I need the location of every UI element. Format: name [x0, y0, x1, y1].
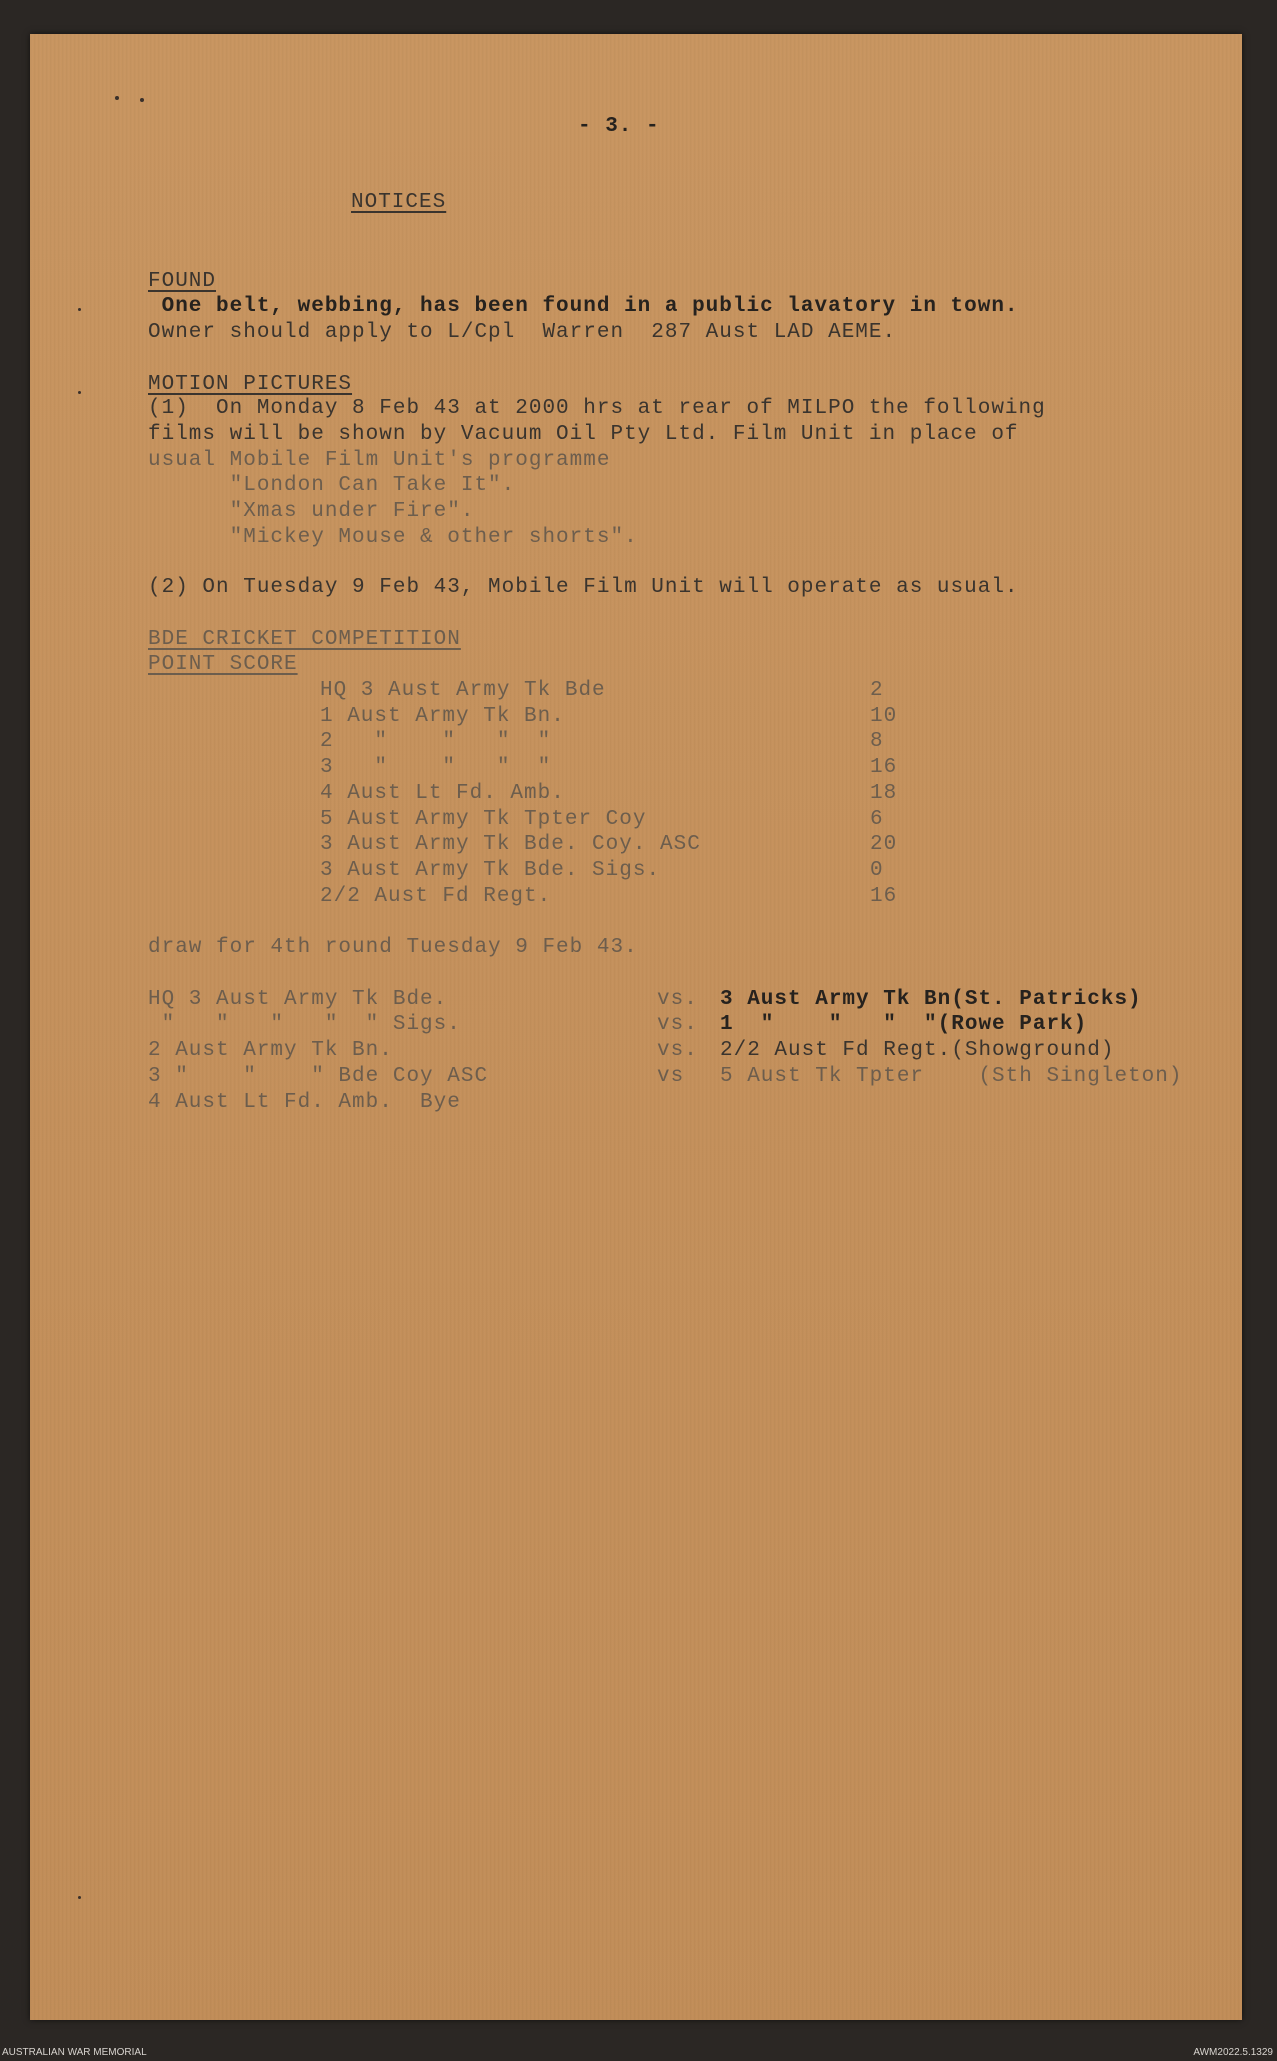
- page-number: - 3. -: [578, 115, 660, 138]
- draw-home: HQ 3 Aust Army Tk Bde.: [148, 988, 448, 1011]
- draw-away: 2/2 Aust Fd Regt.(Showground): [720, 1039, 1115, 1062]
- draw-home: 3 " " " Bde Coy ASC: [148, 1065, 489, 1088]
- found-line-1: One belt, webbing, has been found in a public lavatory in town.: [148, 295, 1019, 318]
- team-points: 16: [870, 885, 898, 908]
- draw-title: draw for 4th round Tuesday 9 Feb 43.: [148, 936, 638, 959]
- team-points: 6: [870, 808, 884, 831]
- team-name: 3 Aust Army Tk Bde. Coy. ASC: [320, 833, 701, 856]
- team-points: 10: [870, 705, 898, 728]
- team-name: 2 " " " ": [320, 730, 552, 753]
- cricket-title: BDE CRICKET COMPETITION: [148, 628, 461, 651]
- paper-mark: [140, 98, 144, 102]
- motion-line: films will be shown by Vacuum Oil Pty Ltd. Film Unit in place of: [148, 423, 1019, 446]
- team-name: HQ 3 Aust Army Tk Bde: [320, 679, 606, 702]
- draw-vs: vs.: [657, 988, 698, 1011]
- team-points: 16: [870, 756, 898, 779]
- draw-away: 1 " " " "(Rowe Park): [720, 1013, 1088, 1036]
- team-name: 3 " " " ": [320, 756, 552, 779]
- team-name: 3 Aust Army Tk Bde. Sigs.: [320, 859, 661, 882]
- team-name: 2/2 Aust Fd Regt.: [320, 885, 552, 908]
- found-line-2: Owner should apply to L/Cpl Warren 287 Aust LAD AEME.: [148, 321, 897, 344]
- point-score-title: POINT SCORE: [148, 653, 298, 676]
- motion-line-2: (2) On Tuesday 9 Feb 43, Mobile Film Unit will operate as usual.: [148, 576, 1019, 599]
- motion-line: "Xmas under Fire".: [148, 500, 475, 523]
- team-name: 4 Aust Lt Fd. Amb.: [320, 782, 565, 805]
- notices-heading: NOTICES: [351, 191, 447, 214]
- draw-away: 3 Aust Army Tk Bn(St. Patricks): [720, 988, 1142, 1011]
- footer-left: AUSTRALIAN WAR MEMORIAL: [2, 2047, 147, 2058]
- draw-home: " " " " " Sigs.: [148, 1013, 461, 1036]
- team-name: 5 Aust Army Tk Tpter Coy: [320, 808, 647, 831]
- paper-mark: [78, 308, 81, 311]
- paper-mark: [78, 1896, 81, 1899]
- footer-right: AWM2022.5.1329: [1193, 2047, 1273, 2058]
- found-title: FOUND: [148, 270, 217, 293]
- team-points: 20: [870, 833, 898, 856]
- draw-vs: vs: [657, 1065, 685, 1088]
- paper-mark: [78, 391, 81, 394]
- team-points: 0: [870, 859, 884, 882]
- motion-pictures-title: MOTION PICTURES: [148, 373, 353, 396]
- team-points: 2: [870, 679, 884, 702]
- team-name: 1 Aust Army Tk Bn.: [320, 705, 565, 728]
- motion-line: (1) On Monday 8 Feb 43 at 2000 hrs at rear of MILPO the following: [148, 397, 1046, 420]
- motion-line: "London Can Take It".: [148, 474, 516, 497]
- draw-vs: vs.: [657, 1039, 698, 1062]
- motion-line: usual Mobile Film Unit's programme: [148, 449, 611, 472]
- team-points: 18: [870, 782, 898, 805]
- motion-line: "Mickey Mouse & other shorts".: [148, 526, 638, 549]
- team-points: 8: [870, 730, 884, 753]
- draw-home: 2 Aust Army Tk Bn.: [148, 1039, 393, 1062]
- draw-vs: vs.: [657, 1013, 698, 1036]
- draw-away: 5 Aust Tk Tpter (Sth Singleton): [720, 1065, 1183, 1088]
- paper-mark: [115, 96, 119, 100]
- draw-home: 4 Aust Lt Fd. Amb. Bye: [148, 1091, 461, 1114]
